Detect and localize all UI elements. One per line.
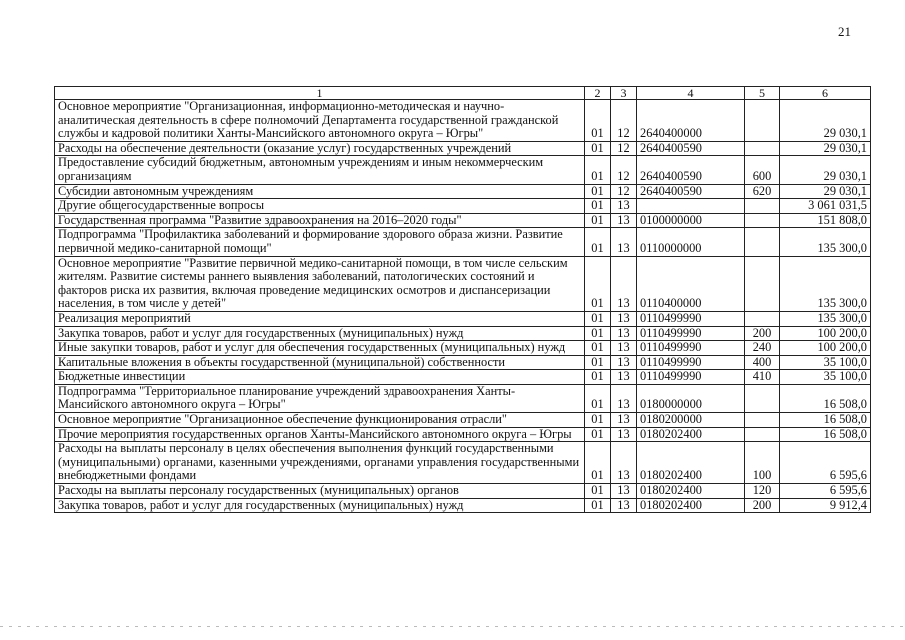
amount-cell: 100 200,0 <box>780 326 871 341</box>
row-name-cell: Капитальные вложения в объекты государственной (муниципальной) собственности <box>55 355 585 370</box>
row-name-cell: Расходы на обеспечение деятельности (оказание услуг) государственных учреждений <box>55 141 585 156</box>
target-article-cell: 0110499990 <box>637 355 745 370</box>
target-article-cell: 0180202400 <box>637 427 745 442</box>
header-cell-1: 1 <box>55 87 585 100</box>
expense-type-cell: 240 <box>745 341 780 356</box>
amount-cell: 151 808,0 <box>780 213 871 228</box>
table-row <box>55 370 871 385</box>
amount-cell: 100 200,0 <box>780 341 871 356</box>
subsection-cell: 13 <box>611 311 637 326</box>
row-name-cell: Реализация мероприятий <box>55 311 585 326</box>
subsection-cell: 13 <box>611 370 637 385</box>
subsection-cell: 13 <box>611 341 637 356</box>
subsection-cell: 13 <box>611 228 637 256</box>
amount-cell: 9 912,4 <box>780 498 871 513</box>
target-article-cell <box>637 199 745 214</box>
table-row <box>55 213 871 228</box>
amount-cell: 16 508,0 <box>780 384 871 412</box>
section-cell: 01 <box>585 228 611 256</box>
row-name-cell: Бюджетные инвестиции <box>55 370 585 385</box>
target-article-cell: 0110499990 <box>637 370 745 385</box>
table-row <box>55 228 871 256</box>
expense-type-cell: 100 <box>745 442 780 484</box>
target-article-cell: 0180202400 <box>637 442 745 484</box>
subsection-cell: 12 <box>611 141 637 156</box>
row-name-cell: Подпрограмма "Профилактика заболеваний и формирование здорового образа жизни. Развитие первичной медико-санитарной помощи" <box>55 228 585 256</box>
amount-cell: 16 508,0 <box>780 427 871 442</box>
target-article-cell: 0180202400 <box>637 498 745 513</box>
amount-cell: 6 595,6 <box>780 442 871 484</box>
amount-cell: 35 100,0 <box>780 370 871 385</box>
row-name-cell: Основное мероприятие "Организационная, информационно-методическая и научно-аналитическая деятельность в сфере полномочий Департамента государственной гражданской службы и кадровой политики Ханты-Мансийского автономного округа – Югры" <box>55 100 585 142</box>
target-article-cell: 0100000000 <box>637 213 745 228</box>
amount-cell: 135 300,0 <box>780 228 871 256</box>
table-row <box>55 184 871 199</box>
expense-type-cell <box>745 384 780 412</box>
section-cell: 01 <box>585 156 611 184</box>
row-name-cell: Субсидии автономным учреждениям <box>55 184 585 199</box>
section-cell: 01 <box>585 141 611 156</box>
target-article-cell: 2640400000 <box>637 100 745 142</box>
subsection-cell: 13 <box>611 355 637 370</box>
amount-cell: 29 030,1 <box>780 184 871 199</box>
expense-type-cell <box>745 141 780 156</box>
header-cell-4: 4 <box>637 87 745 100</box>
target-article-cell: 0110400000 <box>637 256 745 311</box>
page-number: 21 <box>838 24 851 39</box>
target-article-cell: 2640400590 <box>637 141 745 156</box>
amount-cell: 135 300,0 <box>780 256 871 311</box>
target-article-cell: 2640400590 <box>637 184 745 199</box>
row-name-cell: Основное мероприятие "Организационное обеспечение функционирования отрасли" <box>55 413 585 428</box>
amount-cell: 29 030,1 <box>780 141 871 156</box>
target-article-cell: 0180200000 <box>637 413 745 428</box>
table-header-row <box>55 87 871 100</box>
expense-type-cell <box>745 413 780 428</box>
amount-cell: 3 061 031,5 <box>780 199 871 214</box>
row-name-cell: Государственная программа "Развитие здравоохранения на 2016–2020 годы" <box>55 213 585 228</box>
expense-type-cell <box>745 213 780 228</box>
header-cell-2: 2 <box>585 87 611 100</box>
target-article-cell: 0180000000 <box>637 384 745 412</box>
row-name-cell: Закупка товаров, работ и услуг для государственных (муниципальных) нужд <box>55 498 585 513</box>
expense-type-cell: 200 <box>745 498 780 513</box>
subsection-cell: 13 <box>611 213 637 228</box>
table-row <box>55 498 871 513</box>
section-cell: 01 <box>585 341 611 356</box>
header-cell-6: 6 <box>780 87 871 100</box>
amount-cell: 16 508,0 <box>780 413 871 428</box>
expense-type-cell: 200 <box>745 326 780 341</box>
section-cell: 01 <box>585 484 611 499</box>
table-row <box>55 427 871 442</box>
amount-cell: 35 100,0 <box>780 355 871 370</box>
expense-type-cell <box>745 100 780 142</box>
section-cell: 01 <box>585 213 611 228</box>
section-cell: 01 <box>585 256 611 311</box>
table-row <box>55 413 871 428</box>
header-cell-5: 5 <box>745 87 780 100</box>
expense-type-cell: 400 <box>745 355 780 370</box>
row-name-cell: Предоставление субсидий бюджетным, автономным учреждениям и иным некоммерческим организациям <box>55 156 585 184</box>
table-row <box>55 484 871 499</box>
table-row <box>55 341 871 356</box>
amount-cell: 6 595,6 <box>780 484 871 499</box>
subsection-cell: 12 <box>611 156 637 184</box>
table-row <box>55 256 871 311</box>
section-cell: 01 <box>585 199 611 214</box>
table-row <box>55 355 871 370</box>
table-row <box>55 100 871 142</box>
table-row <box>55 156 871 184</box>
target-article-cell: 0110499990 <box>637 341 745 356</box>
section-cell: 01 <box>585 100 611 142</box>
target-article-cell: 2640400590 <box>637 156 745 184</box>
table-row <box>55 442 871 484</box>
row-name-cell: Иные закупки товаров, работ и услуг для обеспечения государственных (муниципальных) нужд <box>55 341 585 356</box>
section-cell: 01 <box>585 355 611 370</box>
expense-type-cell <box>745 228 780 256</box>
amount-cell: 29 030,1 <box>780 100 871 142</box>
subsection-cell: 13 <box>611 427 637 442</box>
header-cell-3: 3 <box>611 87 637 100</box>
subsection-cell: 12 <box>611 184 637 199</box>
target-article-cell: 0110499990 <box>637 311 745 326</box>
section-cell: 01 <box>585 427 611 442</box>
expense-type-cell: 410 <box>745 370 780 385</box>
budget-table <box>54 86 871 513</box>
subsection-cell: 13 <box>611 498 637 513</box>
subsection-cell: 12 <box>611 100 637 142</box>
row-name-cell: Расходы на выплаты персоналу в целях обеспечения выполнения функций государственными (муниципальными) органами, казенными учреждениями, органами управления государственными внебюджетными фондами <box>55 442 585 484</box>
table-row <box>55 326 871 341</box>
table-row <box>55 384 871 412</box>
row-name-cell: Другие общегосударственные вопросы <box>55 199 585 214</box>
subsection-cell: 13 <box>611 484 637 499</box>
subsection-cell: 13 <box>611 326 637 341</box>
table-row <box>55 199 871 214</box>
subsection-cell: 13 <box>611 413 637 428</box>
section-cell: 01 <box>585 384 611 412</box>
subsection-cell: 13 <box>611 199 637 214</box>
subsection-cell: 13 <box>611 256 637 311</box>
subsection-cell: 13 <box>611 384 637 412</box>
amount-cell: 29 030,1 <box>780 156 871 184</box>
table-row <box>55 311 871 326</box>
row-name-cell: Основное мероприятие "Развитие первичной медико-санитарной помощи, в том числе сельским жителям. Развитие системы раннего выявления заболеваний, патологических состояний и факторов риска их развития, включая проведение медицинских осмотров и диспансеризации населения, в том числе у детей" <box>55 256 585 311</box>
target-article-cell: 0110499990 <box>637 326 745 341</box>
table-body <box>55 87 871 513</box>
section-cell: 01 <box>585 184 611 199</box>
section-cell: 01 <box>585 413 611 428</box>
expense-type-cell: 620 <box>745 184 780 199</box>
section-cell: 01 <box>585 498 611 513</box>
section-cell: 01 <box>585 370 611 385</box>
target-article-cell: 0110000000 <box>637 228 745 256</box>
expense-type-cell <box>745 427 780 442</box>
subsection-cell: 13 <box>611 442 637 484</box>
section-cell: 01 <box>585 442 611 484</box>
expense-type-cell <box>745 199 780 214</box>
row-name-cell: Закупка товаров, работ и услуг для государственных (муниципальных) нужд <box>55 326 585 341</box>
table-row <box>55 141 871 156</box>
section-cell: 01 <box>585 326 611 341</box>
amount-cell: 135 300,0 <box>780 311 871 326</box>
row-name-cell: Прочие мероприятия государственных органов Ханты-Мансийского автономного округа – Югры <box>55 427 585 442</box>
row-name-cell: Расходы на выплаты персоналу государственных (муниципальных) органов <box>55 484 585 499</box>
section-cell: 01 <box>585 311 611 326</box>
expense-type-cell <box>745 256 780 311</box>
row-name-cell: Подпрограмма "Территориальное планирование учреждений здравоохранения Ханты-Мансийского автономного округа – Югры" <box>55 384 585 412</box>
target-article-cell: 0180202400 <box>637 484 745 499</box>
scan-noise-line <box>0 626 905 627</box>
expense-type-cell: 120 <box>745 484 780 499</box>
expense-type-cell <box>745 311 780 326</box>
expense-type-cell: 600 <box>745 156 780 184</box>
